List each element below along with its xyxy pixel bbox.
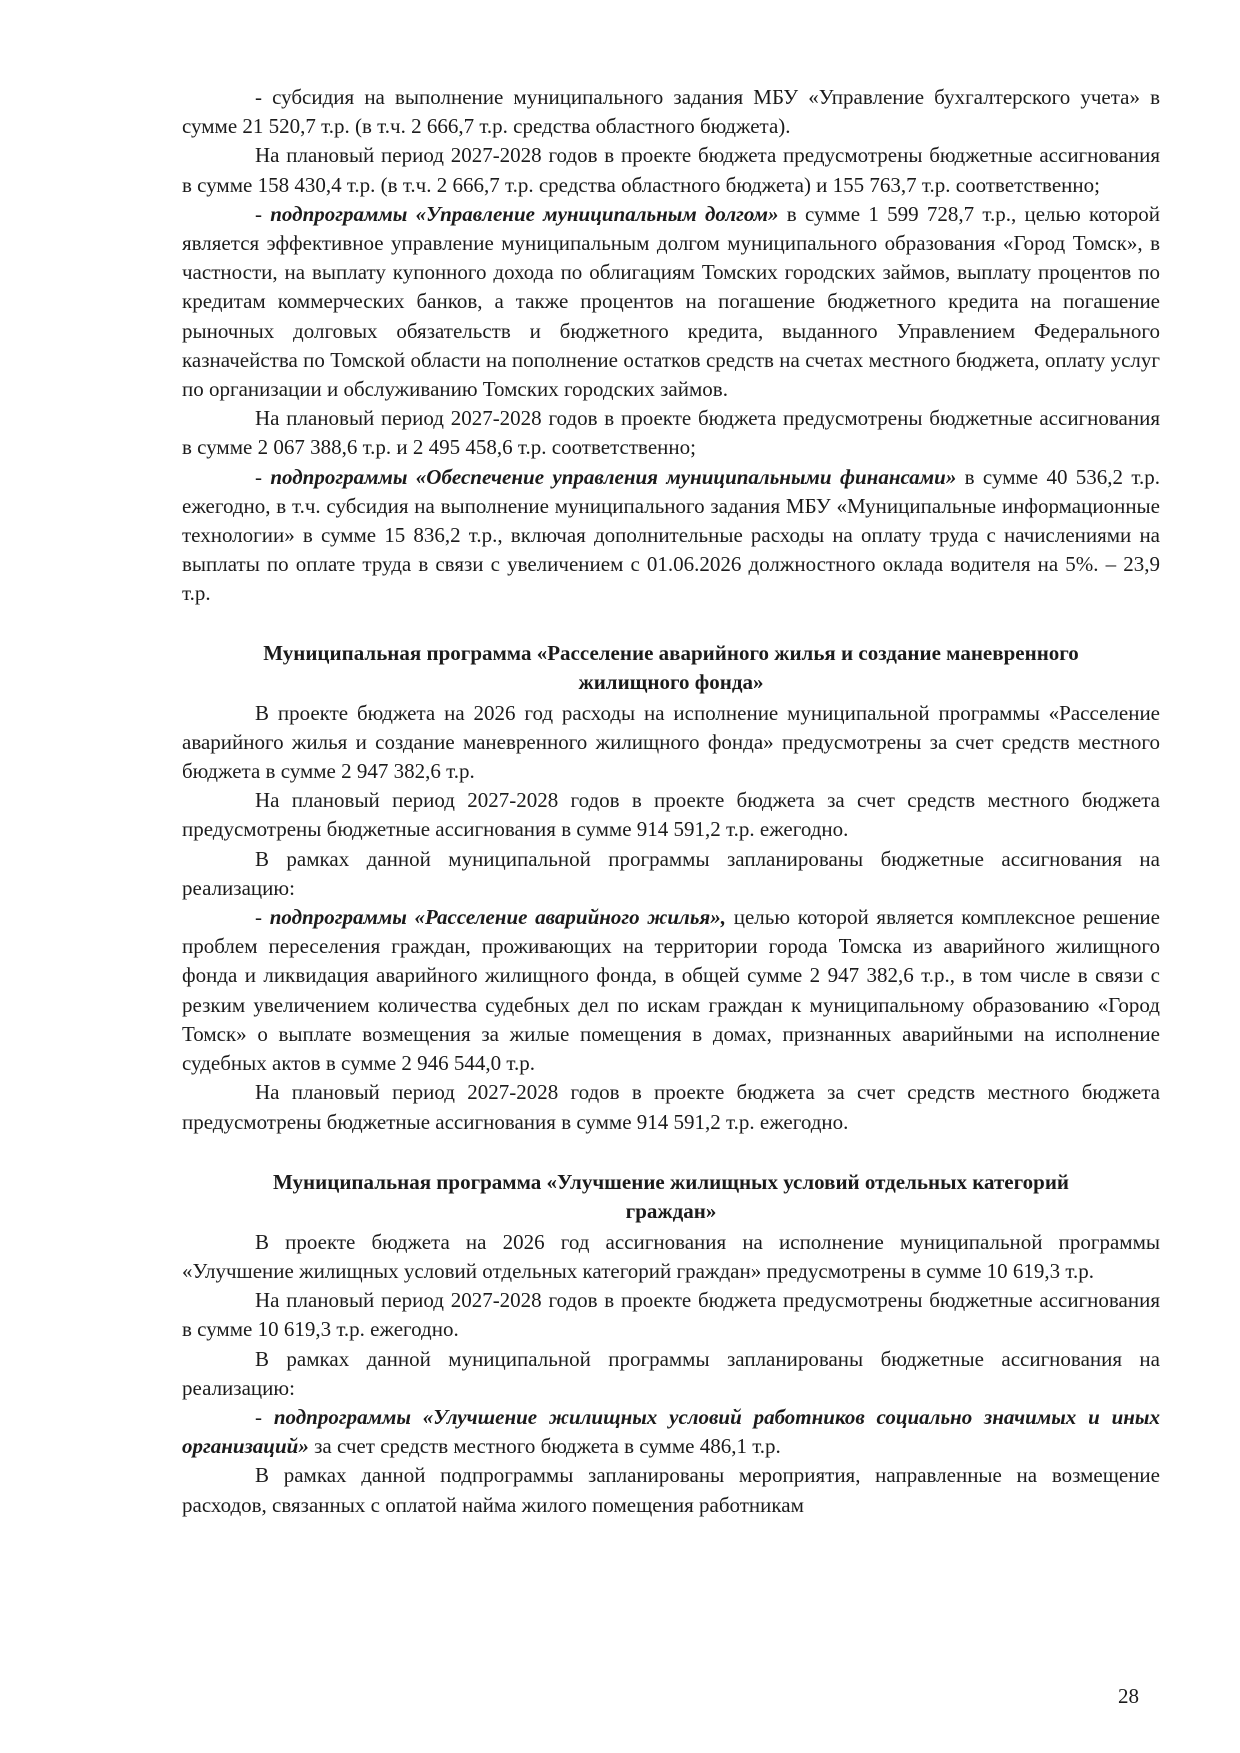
list-dash: - bbox=[255, 201, 271, 226]
subprogram-title-workers: подпрограммы «Улучшение жилищных условий работников социально значимых и иных организаций» bbox=[182, 1404, 1160, 1459]
list-dash: - bbox=[255, 1404, 274, 1429]
paragraph-planned-period-2: На плановый период 2027-2028 годов в проекте бюджета предусмотрены бюджетные ассигнования в сумме 2 067 388,6 т.р. и 2 495 458,6 т.р. соответственно; bbox=[182, 406, 1160, 460]
subprogram-title-finance: подпрограммы «Обеспечение управления муниципальными финансами» bbox=[270, 464, 957, 489]
section-heading-resettlement: Муниципальная программа «Расселение аварийного жилья и создание маневренного жилищного фонда» bbox=[263, 640, 1079, 694]
paragraph-planned-period-4: На плановый период 2027-2028 годов в проекте бюджета за счет средств местного бюджета предусмотрены бюджетные ассигнования в сумме 914 591,2 т.р. ежегодно. bbox=[182, 1080, 1160, 1134]
paragraph-program-framework-1: В рамках данной муниципальной программы запланированы бюджетные ассигнования на реализацию: bbox=[182, 846, 1160, 900]
paragraph-subsidy-accounting: - субсидия на выполнение муниципального задания МБУ «Управление бухгалтерского учета» в сумме 21 520,7 т.р. (в т.ч. 2 666,7 т.р. средства областного бюджета). bbox=[182, 85, 1160, 139]
paragraph-planned-period-3: На плановый период 2027-2028 годов в проекте бюджета за счет средств местного бюджета предусмотрены бюджетные ассигнования в сумме 914 591,2 т.р. ежегодно. bbox=[182, 788, 1160, 842]
paragraph-planned-period-5: На плановый период 2027-2028 годов в проекте бюджета предусмотрены бюджетные ассигнования в сумме 10 619,3 т.р. ежегодно. bbox=[182, 1288, 1160, 1342]
section-heading-housing: Муниципальная программа «Улучшение жилищных условий отдельных категорий граждан» bbox=[272, 1169, 1070, 1223]
list-dash: - bbox=[255, 905, 270, 930]
paragraph-debt-subprogram bbox=[182, 200, 1160, 404]
paragraph-finance-subprogram bbox=[182, 463, 1160, 609]
subprogram-title-debt: подпрограммы «Управление муниципальным долгом» bbox=[270, 201, 779, 226]
paragraph-text: в сумме 40 536,2 т.р. ежегодно, в т.ч. субсидия на выполнение муниципального задания МБУ «Муниципальные информационные технологии» в сумме 15 836,2 т.р., включая дополнительные расходы на оплату труда с начислениями на выплаты по оплате труда в связи с увеличением с 01.06.2026 должностного оклада водителя на 5%. – 23,9 т.р. bbox=[182, 464, 1160, 606]
paragraph-text: в сумме 1 599 728,7 т.р., целью которой является эффективное управление муниципальным долгом муниципального образования «Город Томск», в частности, на выплату купонного дохода по облигациям Томских городских займов, выплату процентов по кредитам коммерческих банков, а также процентов на погашение бюджетного кредита на погашение рыночных долговых обязательств и бюджетного кредита, выданного Управлением Федерального казначейства по Томской области на пополнение остатков средств на счетах местного бюджета, оплату услуг по организации и обслуживанию Томских городских займов. bbox=[182, 201, 1161, 402]
paragraph-planned-period-1: На плановый период 2027-2028 годов в проекте бюджета предусмотрены бюджетные ассигнования в сумме 158 430,4 т.р. (в т.ч. 2 666,7 т.р. средства областного бюджета) и 155 763,7 т.р. соответственно; bbox=[182, 143, 1160, 197]
paragraph-housing-budget: В проекте бюджета на 2026 год ассигнования на исполнение муниципальной программы «Улучшение жилищных условий отдельных категорий граждан» предусмотрены в сумме 10 619,3 т.р. bbox=[182, 1229, 1160, 1283]
document-body bbox=[182, 83, 1160, 1520]
paragraph-program-framework-2: В рамках данной муниципальной программы запланированы бюджетные ассигнования на реализацию: bbox=[182, 1346, 1160, 1400]
subprogram-title-resettlement: подпрограммы «Расселение аварийного жилья», bbox=[269, 905, 726, 930]
paragraph-workers-subprogram bbox=[182, 1403, 1160, 1461]
paragraph-resettlement-subprogram bbox=[182, 903, 1160, 1078]
list-dash: - bbox=[255, 464, 271, 489]
page-number: 28 bbox=[1118, 1684, 1139, 1708]
paragraph-text: целью которой является комплексное решение проблем переселения граждан, проживающих на территории города Томска из аварийного жилищного фонда и ликвидация аварийного жилищного фонда, в общей сумме 2 947 382,6 т.р., в том числе в связи с резким увеличением количества судебных дел по искам граждан к муниципальному образованию «Город Томск» о выплате возмещения за жилые помещения в домах, признанных аварийными на исполнение судебных актов в сумме 2 946 544,0 т.р. bbox=[182, 905, 1160, 1076]
paragraph-text: за счет средств местного бюджета в сумме 486,1 т.р. bbox=[308, 1434, 781, 1459]
paragraph-resettlement-budget: В проекте бюджета на 2026 год расходы на исполнение муниципальной программы «Расселение аварийного жилья и создание маневренного жилищного фонда» предусмотрены за счет средств местного бюджета в сумме 2 947 382,6 т.р. bbox=[182, 700, 1160, 784]
paragraph-measures: В рамках данной подпрограммы запланированы мероприятия, направленные на возмещение расходов, связанных с оплатой найма жилого помещения работникам bbox=[182, 1463, 1160, 1517]
